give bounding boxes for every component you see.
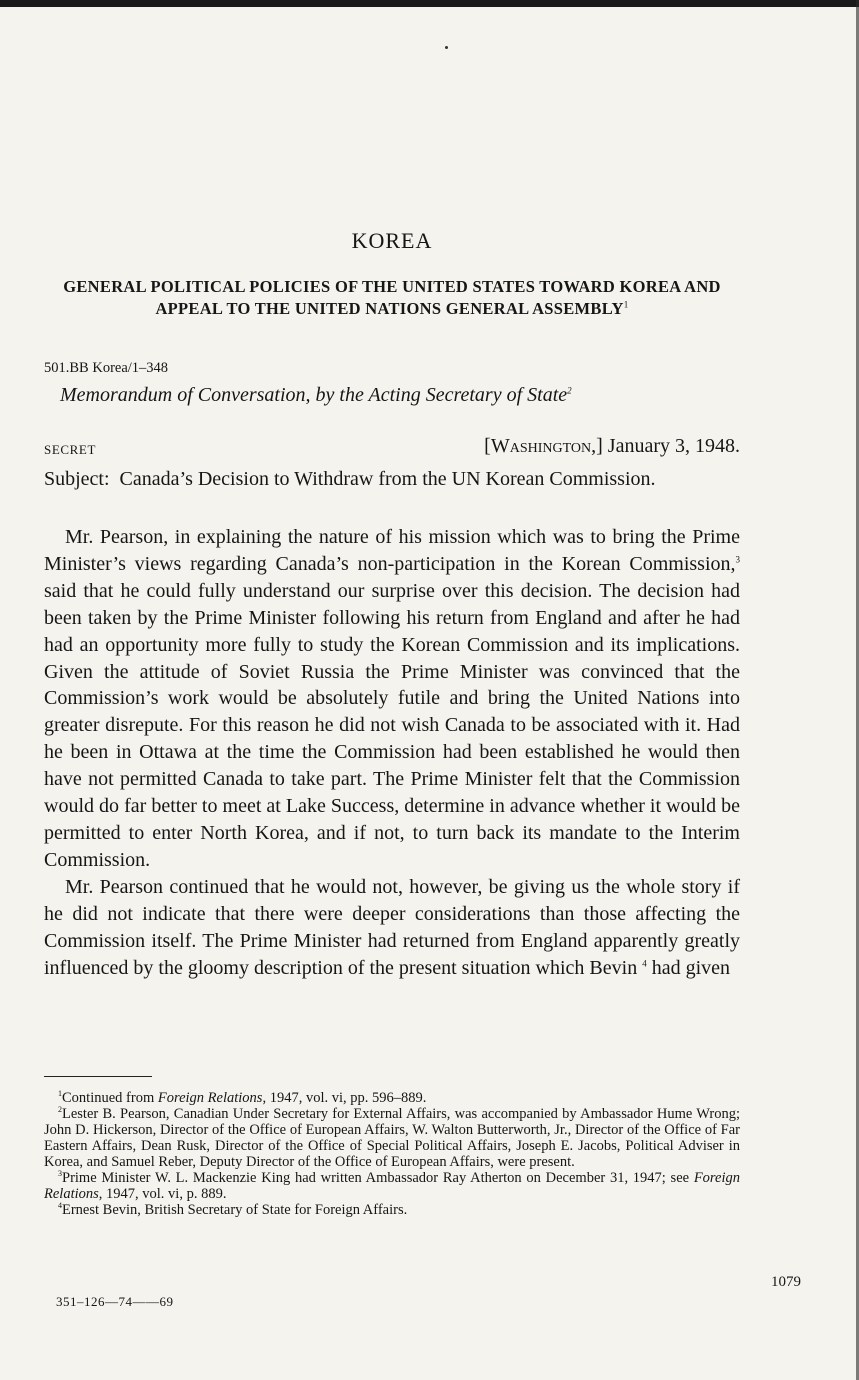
subject-label: Subject: [44, 468, 110, 490]
paragraph-1 [44, 524, 740, 874]
footnote-3-italic: Foreign Relations [44, 1170, 740, 1202]
scan-top-border [0, 0, 859, 7]
footnote-3-text-end: , 1947, vol. vi, p. 889. [98, 1186, 227, 1202]
dateline-place: Washington, [490, 435, 597, 457]
paragraph-2 [44, 874, 740, 982]
footnote-1-italic: Foreign Relations [157, 1090, 263, 1106]
scan-speck [445, 46, 448, 49]
footnote-1-text-end: , 1947, vol. vi, pp. 596–889. [262, 1090, 427, 1106]
subject-text: Canada’s Decision to Withdraw from the UN Korean Commission. [119, 468, 656, 490]
page-number: 1079 [771, 1274, 801, 1290]
footnote-ref-4: 4 [642, 957, 647, 968]
footnote-2-text: Lester B. Pearson, Canadian Under Secretary for External Affairs, was accompanied by Ambassador Hume Wrong; John D. Hickerson, Director of the Office of European Affairs, W. Walton Butterworth, Jr., Director of the Office of Far Eastern Affairs, Dean Rusk, Director of the Office of Special Political Affairs, Joseph E. Jacobs, Political Adviser in Korea, and Samuel Reber, Deputy Director of the Office of European Affairs, were present. [44, 1106, 740, 1170]
footnotes [44, 1090, 740, 1218]
footnote-4-text: Ernest Bevin, British Secretary of State for Foreign Affairs. [62, 1202, 408, 1218]
paragraph-2-part-b: had given [646, 956, 731, 979]
classification-label: SECRET [44, 442, 96, 457]
memo-title-text: Memorandum of Conversation, by the Acting Secretary of State [60, 384, 568, 406]
footnote-ref-3: 3 [735, 554, 740, 565]
file-reference: 501.BB Korea/1–348 [44, 360, 169, 376]
paragraph-1-part-a: Mr. Pearson, in explaining the nature of his mission which was to bring the Prime Minister’s views regarding Canada’s non-participation in the Korean Commission, [44, 526, 740, 575]
paragraph-1-part-b: said that he could fully understand our surprise over this decision. The decision had been taken by the Prime Minister following his return from England and after he had had an opportunity more fully to study the Korean Commission and its implications. Given the attitude of Soviet Russia the Prime Minister was convinced that the Commission’s work would be absolutely futile and bring the United Nations into greater disrepute. For this reason he did not wish Canada to be associated with it. Had he been in Ottawa at the time the Commission had been established he would then have not permitted Canada to take part. The Prime Minister felt that the Commission would do far better to meet at Lake Success, determine in advance whether it would be permitted to enter North Korea, and if not, to turn back its mandate to the Interim Commission. [44, 579, 740, 871]
print-code: 351–126—74——69 [56, 1294, 174, 1309]
footnote-2-number: 2 [58, 1105, 62, 1115]
section-heading-text: GENERAL POLITICAL POLICIES OF THE UNITED STATES TOWARD KOREA AND APPEAL TO THE UNITED NATIONS GENERAL ASSEMBLY [63, 277, 721, 318]
subject-line [44, 466, 740, 492]
footnote-1-text: Continued from [62, 1090, 158, 1106]
footnote-4 [44, 1202, 740, 1218]
footnote-3-text: Prime Minister W. L. Mackenzie King had written Ambassador Ray Atherton on December 31, 1947; see [62, 1170, 694, 1186]
footnote-ref-1: 1 [623, 299, 629, 310]
footnote-ref-2: 2 [567, 385, 572, 396]
section-heading [44, 276, 740, 320]
memo-title [60, 384, 740, 407]
footnote-1 [44, 1090, 740, 1106]
footnote-2 [44, 1106, 740, 1170]
paragraph-2-part-a: Mr. Pearson continued that he would not, however, be giving us the whole story if he did not indicate that there were deeper considerations than those affecting the Commission itself. The Prime Minister had returned from England apparently greatly influenced by the gloomy description of the present situation which Bevin [44, 875, 740, 979]
footnote-divider [44, 1076, 152, 1077]
document-title: KOREA [351, 228, 433, 253]
footnote-3-number: 3 [58, 1169, 62, 1179]
footnote-3 [44, 1170, 740, 1202]
dateline: [Washington,] January 3, 1948. [484, 435, 740, 457]
footnote-4-number: 4 [58, 1201, 62, 1211]
classification-row [44, 430, 740, 458]
footnote-1-number: 1 [58, 1089, 62, 1099]
memo-body [44, 524, 740, 981]
dateline-date: January 3, 1948. [607, 435, 740, 457]
